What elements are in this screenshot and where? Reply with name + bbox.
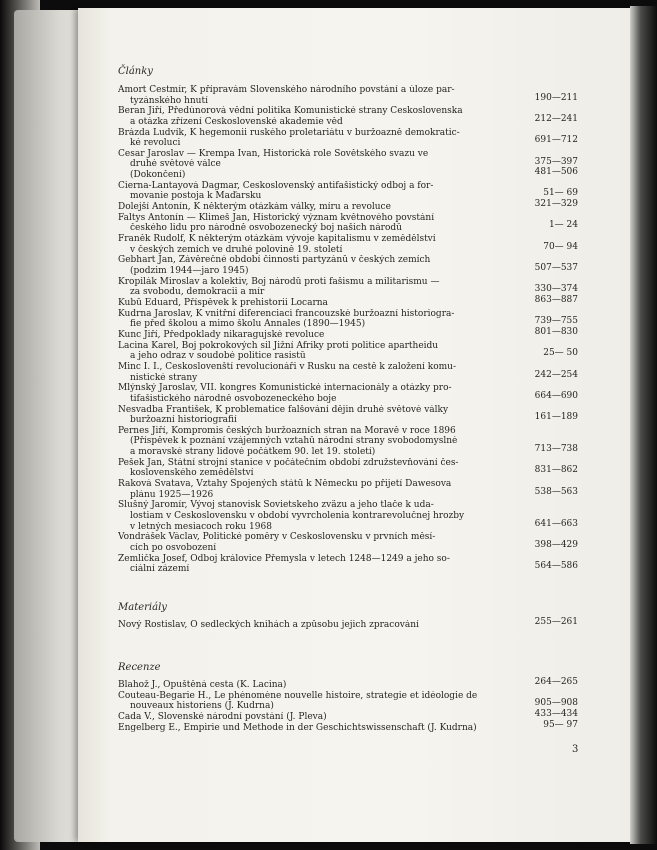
toc-entry xyxy=(118,426,528,458)
toc-entry-line: Cesar Jaroslav — Krempa Ivan, Historická role Sovětského svazu ve xyxy=(118,148,429,159)
toc-page-range: 801—830 xyxy=(534,327,578,337)
toc-page-range: 538—563 xyxy=(534,486,578,497)
toc-page-range: 691—712 xyxy=(534,135,578,146)
toc-entry-line: Raková Svatava, Vztahy Spojených států k Německu po přijetí Dawesova xyxy=(118,479,452,490)
toc-entry-line: Mlýnský Jaroslav, VII. kongres Komunistické internacionály a otázky pro- xyxy=(118,383,452,394)
toc-entry-line: nistické strany xyxy=(130,372,198,383)
toc-page-range: 25— 50 xyxy=(543,348,578,359)
toc-entry-line: movanie postoja k Maďarsku xyxy=(130,191,262,202)
toc-entry-line: Kunc Jiří, Předpoklady nikaragujské revoluce xyxy=(118,330,325,340)
toc-entry xyxy=(118,309,528,330)
toc-entry xyxy=(118,458,528,479)
toc-entry-line: českého lidu pro národně osvobozenecký boj našich národů xyxy=(130,223,402,234)
toc-page-range: 664—690 xyxy=(534,390,578,401)
toc-entry-line: (Příspěvek k poznání vzájemných vztahů národní strany svobodomyslné xyxy=(130,436,458,447)
toc-entry-line: v letných mesiacoch roku 1968 xyxy=(130,521,272,532)
toc-page-range: 161—189 xyxy=(534,412,578,423)
toc-page-range: 641—663 xyxy=(534,518,578,529)
toc-entry-line: Slušný Jaromír, Vývoj stanovisk Sovietskeho zväzu a jeho tlače k uda- xyxy=(118,500,434,511)
toc-entry-line: ciální zázemí xyxy=(130,564,190,575)
toc-page-range: 863—887 xyxy=(534,295,578,305)
toc-entry-line: a moravské strany lidové počátkem 90. let 19. století) xyxy=(130,447,376,458)
toc-page-range: 564—586 xyxy=(534,561,578,572)
toc-entry-line: Kropilák Miroslav a kolektiv, Boj národů proti fašismu a militarismu — xyxy=(118,276,440,287)
toc-entry-line: Pernes Jiří, Kompromis českých buržoazních stran na Moravě v roce 1896 xyxy=(118,425,456,436)
toc-entry xyxy=(118,277,528,298)
toc-entry-line: (podzim 1944—jaro 1945) xyxy=(130,265,249,276)
toc-entry xyxy=(118,106,528,127)
toc-entry-line: za svobodu, demokracii a mír xyxy=(130,287,265,298)
toc-entry-line: Faltys Antonín — Klimeš Jan, Historický význam květnového povstání xyxy=(118,212,435,223)
toc-entry xyxy=(118,85,528,106)
toc-page-range: 264—265 xyxy=(534,677,578,687)
section-title: Recenze xyxy=(118,662,161,673)
toc-page-range: 70— 94 xyxy=(543,241,578,252)
section-title: Materiály xyxy=(118,602,167,613)
toc-entry-line: Brázda Ludvík, K hegemonii ruského proletariátu v buržoazně demokratic- xyxy=(118,127,460,138)
toc-entry-line: nouveaux historiens (J. Kudrna) xyxy=(130,701,274,712)
toc-entry-line: Žemlička Josef, Odboj královice Přemysla v letech 1248—1249 a jeho so- xyxy=(118,553,450,564)
toc-page-range: 433—434 xyxy=(534,709,578,719)
toc-entry-line: Beran Jiří, Předúnorová vědní politika Komunistické strany Československa xyxy=(118,106,463,117)
toc-entry-line: a jeho odraz v soudobé politice rasistů xyxy=(130,351,306,362)
toc-entry xyxy=(118,298,528,309)
toc-entry xyxy=(118,554,528,575)
toc-entry-line: druhé světové válce xyxy=(130,159,221,170)
toc-entry xyxy=(118,712,528,723)
toc-entry-line: plánu 1925—1926 xyxy=(130,489,214,500)
toc-page-range: 95— 97 xyxy=(543,719,578,730)
toc-entry-line: Gebhart Jan, Závěrečné období činnosti partyzánů v českých zemích xyxy=(118,255,431,266)
toc-entry xyxy=(118,330,528,341)
toc-entry-line: (Dokončení) xyxy=(130,170,186,181)
toc-entry-line: Čierna-Lantayová Dagmar, Československý antifašistický odboj a for- xyxy=(118,180,434,191)
toc-page-range: 831—862 xyxy=(534,465,578,476)
toc-entry-line: tifašistického národně osvobozeneckého boje xyxy=(130,393,337,404)
toc-entry-line: fie před školou a mimo školu Annales (1890—1945) xyxy=(130,319,366,330)
toc-entry xyxy=(118,479,528,500)
toc-entry xyxy=(118,234,528,255)
section-title: Články xyxy=(118,66,153,77)
page-number: 3 xyxy=(572,744,579,755)
toc-entry-line: Blahož J., Opuštěná cesta (K. Lacina) xyxy=(118,680,287,690)
toc-entry xyxy=(118,500,528,532)
toc-entry-line: Vondrášek Václav, Politické poměry v Československu v prvních měsí- xyxy=(118,532,436,543)
toc-page-range: 212—241 xyxy=(534,113,578,124)
toc-entry-line: Lacina Karel, Boj pokrokových sil Jižní Afriky proti politice apartheidu xyxy=(118,340,439,351)
toc-page-range: 321—329 xyxy=(534,199,578,210)
toc-entry xyxy=(118,128,528,149)
toc-entry-line: Kubů Eduard, Příspěvek k prehistorii Locarna xyxy=(118,298,328,308)
toc-entry-line: koslovenského zemědělství xyxy=(130,468,254,479)
toc-entry-line: buržoazní historiografií xyxy=(130,415,237,426)
toc-page-range: 190—211 xyxy=(534,92,578,103)
toc-entry xyxy=(118,620,528,631)
toc-entry-line: Pešek Jan, Státní strojní stanice v počátečním období združstevňování čes- xyxy=(118,457,459,468)
toc-entry-line: Nesvadba František, K problematice falšování dějin druhé světové války xyxy=(118,404,449,415)
toc-entry-line: Dolejší Antonín, K některým otázkám války, míru a revoluce xyxy=(118,202,391,213)
toc-page-range: 375—397 xyxy=(534,156,578,167)
toc-page-range: 398—429 xyxy=(534,539,578,550)
toc-entry xyxy=(118,405,528,426)
toc-entry-line: Čada V., Slovenské národní povstání (J. Pleva) xyxy=(118,712,327,722)
toc-entry xyxy=(118,383,528,404)
toc-entry-line: cích po osvobození xyxy=(130,542,217,553)
toc-page-range: 739—755 xyxy=(534,316,578,327)
toc-entry xyxy=(118,532,528,553)
toc-entry-line: a otázka zřízení Československé akademie věd xyxy=(130,116,343,127)
right-page-edge xyxy=(630,6,657,844)
toc-entry xyxy=(118,255,528,276)
toc-page-range: 905—908 xyxy=(534,698,578,709)
toc-entry-line: tyzánského hnutí xyxy=(130,95,208,106)
toc-page-range: 330—374 xyxy=(534,284,578,295)
toc-page-range: 481—506 xyxy=(534,167,578,178)
toc-entry xyxy=(118,341,528,362)
toc-entry-line: ké revoluci xyxy=(130,138,181,149)
toc-entry-line: v českých zemích ve druhé polovině 19. století xyxy=(130,244,343,255)
toc-page-range: 1— 24 xyxy=(548,220,578,231)
toc-entry xyxy=(118,181,528,202)
toc-entry-line: Couteau-Begarie H., Le phénomène nouvelle histoire, strategie et idéologie de xyxy=(118,690,478,701)
toc-entry-line: Franěk Rudolf, K některým otázkám vývoje kapitalismu v zemědělství xyxy=(118,234,436,245)
toc-page-range: 255—261 xyxy=(534,617,578,627)
toc-entry-line: Kudrna Jaroslav, K vnitřní diferenciaci francouzské buržoazní historiogra- xyxy=(118,308,455,319)
toc-entry xyxy=(118,691,528,712)
toc-entry-line: Minc I. I., Českoslovenští revolucionáři v Rusku na cestě k založení komu- xyxy=(118,362,456,372)
toc-entry xyxy=(118,362,528,383)
toc-entry-line: lostiam v Československu v období vyvrcholenia kontrarevolučnej hrozby xyxy=(130,510,465,521)
toc-entry xyxy=(118,723,528,734)
toc-page-range: 507—537 xyxy=(534,263,578,273)
toc-entry-line: Nový Rostislav, O sedleckých knihách a způsobu jejich zpracování xyxy=(118,620,419,630)
toc-entry-line: Engelberg E., Empirie und Methode in der Geschichtswissenschaft (J. Kudrna) xyxy=(118,722,477,733)
toc-page-range: 242—254 xyxy=(534,369,578,380)
toc-page-range: 51— 69 xyxy=(543,188,578,199)
toc-entry xyxy=(118,149,528,181)
toc-page-range: 713—738 xyxy=(534,444,578,455)
toc-entry xyxy=(118,680,528,691)
toc-entry xyxy=(118,202,528,213)
toc-entry-line: Amort Čestmír, K přípravám Slovenského národního povstání a úloze par- xyxy=(118,85,455,95)
toc-entry xyxy=(118,213,528,234)
